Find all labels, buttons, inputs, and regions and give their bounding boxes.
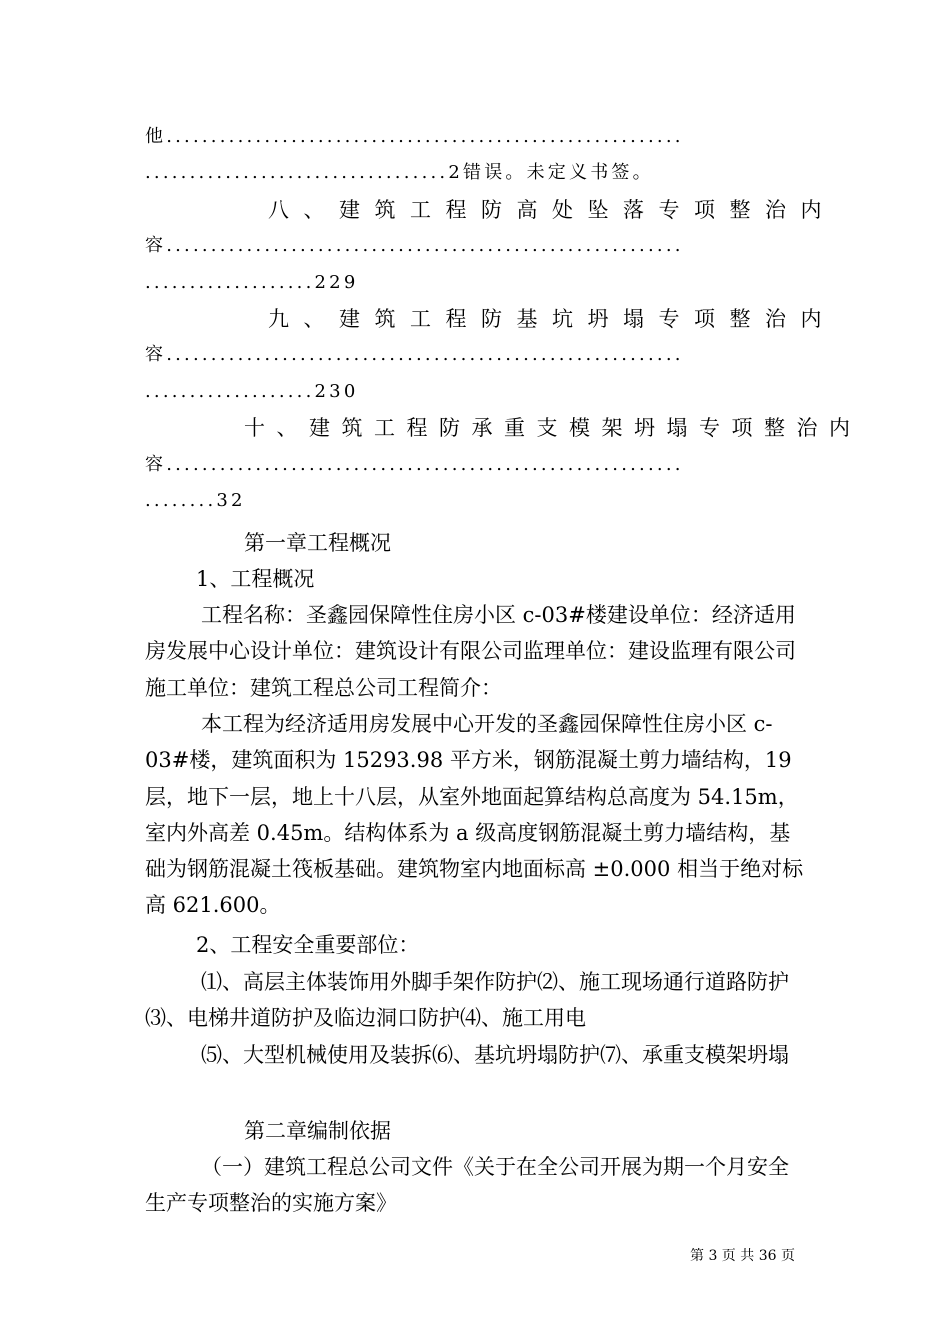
page-footer: 第 3 页 共 36 页 [690,1248,795,1264]
toc-line: ..................................2错误。未定义书签。 [145,162,654,183]
paragraph: ⑴、高层主体装饰用外脚手架作防护⑵、施工现场通行道路防护⑶、电梯井道防护及临边洞口防护⑷、施工用电 [145,970,789,1031]
toc-page-number: ........32 [145,490,246,511]
chapter-heading: 第一章工程概况 [244,531,391,555]
paragraph: 本工程为经济适用房发展中心开发的圣鑫园保障性住房小区 c-03#楼，建筑面积为 15293.98 平方米，钢筋混凝土剪力墙结构，19 层，地下一层，地上十八层，从室外地面起算结构总高度为 54.15m，室内外高差 0.45m。结构体系为 a 级高度钢筋混凝土剪力墙结构，基础为钢筋混凝土筏板基础。建筑物室内地面标高 ±0.000 相当于绝对标高 621.600。 [145,712,804,918]
toc-entry-8: 八、建筑工程防高处坠落专项整治内 [268,198,836,222]
toc-entry-10: 十、建筑工程防承重支模架坍塌专项整治内 [244,416,862,440]
paragraph: （一）建筑工程总公司文件《关于在全公司开展为期一个月安全生产专项整治的实施方案》 [145,1155,789,1216]
toc-line: 容.......................................................... [145,344,684,365]
toc-line: 容.......................................................... [145,235,684,256]
section-heading: 1、工程概况 [196,567,315,591]
toc-page-number: ...................230 [145,381,359,402]
toc-page-number: ...................229 [145,272,359,293]
toc-line: 他.......................................................... [145,126,684,147]
toc-line: 容.......................................................... [145,454,684,475]
section-heading: 2、工程安全重要部位： [196,933,420,957]
chapter-heading: 第二章编制依据 [244,1119,391,1143]
paragraph: 工程名称：圣鑫园保障性住房小区 c-03#楼建设单位：经济适用房发展中心设计单位：建筑设计有限公司监理单位：建设监理有限公司施工单位：建筑工程总公司工程简介： [145,603,796,700]
toc-entry-9: 九、建筑工程防基坑坍塌专项整治内 [268,307,836,331]
paragraph: ⑸、大型机械使用及装拆⑹、基坑坍塌防护⑺、承重支模架坍塌 [201,1043,789,1067]
